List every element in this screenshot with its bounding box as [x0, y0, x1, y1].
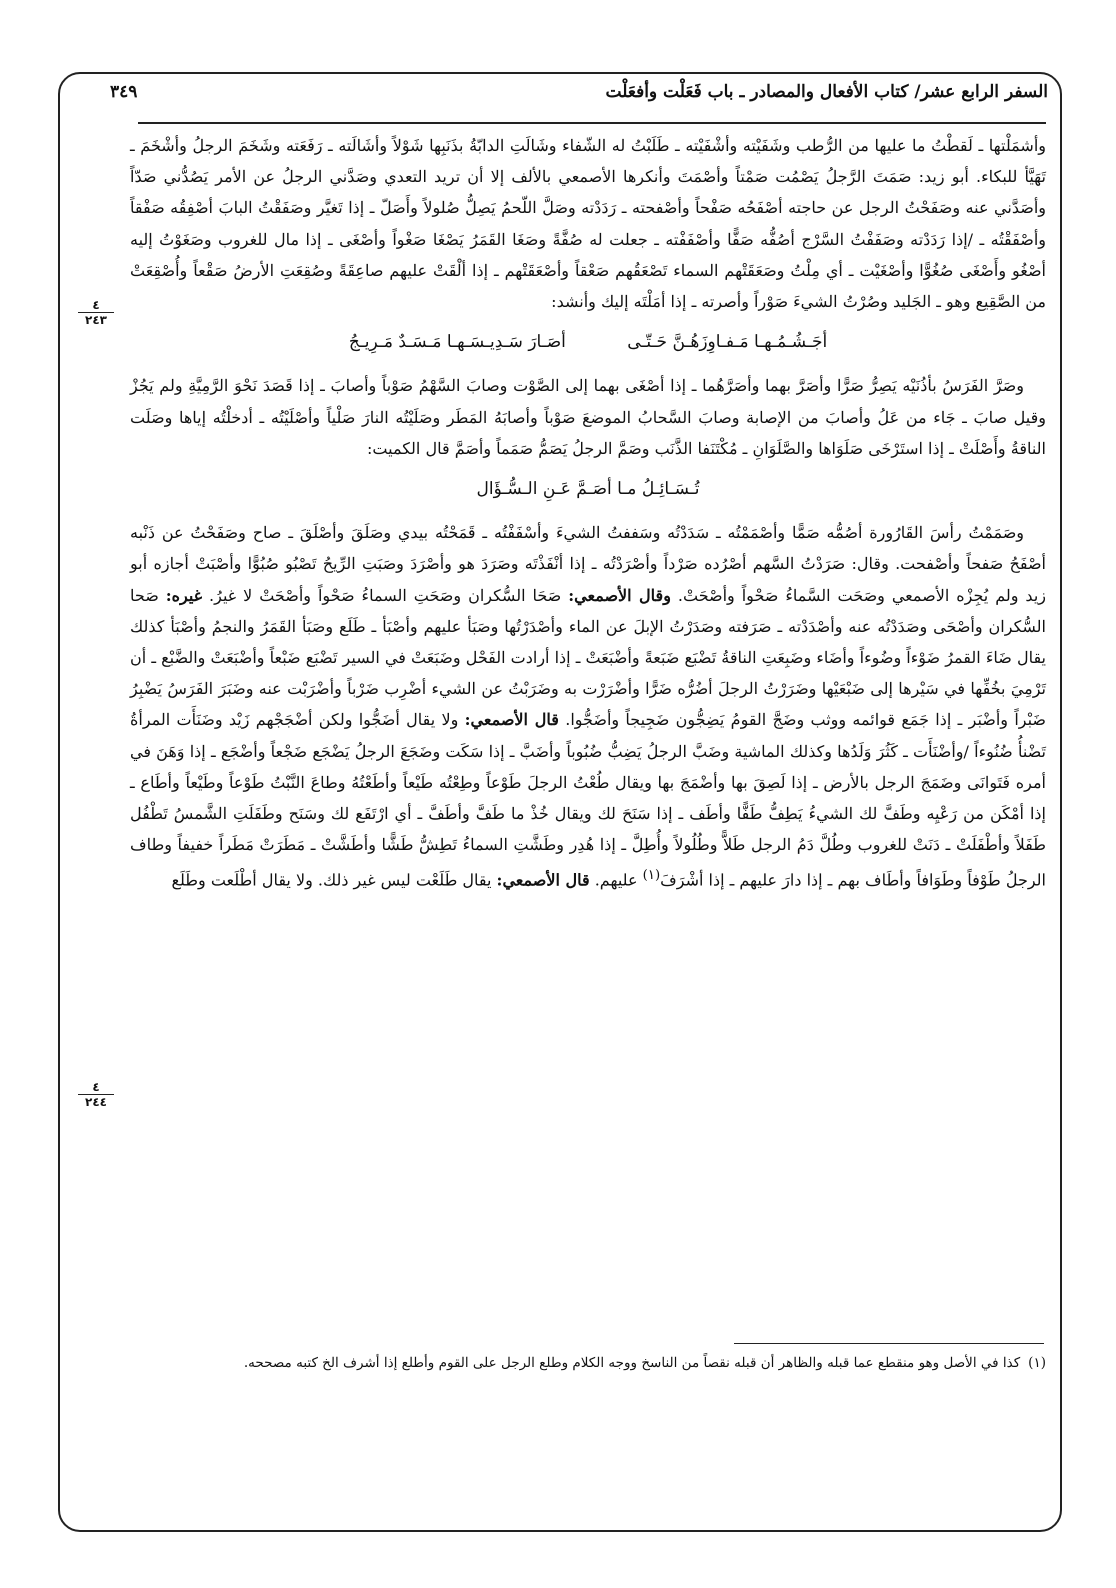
- verse-hemistich: أصَـارَ سَـدِيـسَـهـا مَـسَـدٌ مَـرِيـجُ: [348, 332, 566, 353]
- speaker-label: قال الأصمعي:: [464, 710, 559, 730]
- margin-folio-note: ٤ ٢٤٣: [78, 298, 114, 327]
- footnote-text: كذا في الأصل وهو منقطع عما قبله والظاهر أن قبله نقصاً من الناسخ ووجه الكلام وطلع الرجل على القوم وأطلع إذا أشرف الخ كتبه مصححه.: [243, 1355, 1021, 1371]
- main-text: [130, 130, 1046, 896]
- footnotes: [130, 1350, 1046, 1376]
- speaker-label: قال الأصمعي:: [496, 870, 590, 890]
- page-number: ٣٤٩: [110, 82, 138, 102]
- footnote-marker: (١): [1028, 1355, 1046, 1371]
- paragraph: وأشمَلْتها ـ لَقطْتُ ما عليها من الرُّطب وشَفَيْته وأشْفَيْته ـ طَلَبْتُ له الشّفاء وشَالَتِ الدابّةُ بذَنَبِها شَوْلاً وأشَالَته ـ رَفَعَته وشَخَمَ الرجلُ وأشْخَمَ ـ تَهَيَّأ للبكاء. أبو زيد: صَمَتَ الرَّجلُ يَصْمُت صَمْتاً وأصْمَتَ وأنكرها الأصمعي بالألف إلا أن تريد التعدي وصَدَّني الرجلُ عن الأمر يَصُدُّني صَدّاً وأصَدَّني عنه وصَفَحْتُ الرجل عن حاجته أصْفَحُه صَفْحاً وأصْفحته ـ رَدَدْته وصَلَّ اللّحمُ يَصِلُّ صُلولاً وأَصَلّ ـ إذا تَغيَّر وصَفَقْتُ البابَ أصْفِقُه صَفْقاً وأصْفَقْتُه ـ /إذا رَدَدْته وصَفَفْتُ السَّرْج أصُفُّه صَفًّا وأصْفَفْته ـ جعلت له صُفَّةً وصَغَا القَمَرُ يَصْغَا صَغْواً وأصْغَى ـ إذا مال للغروب وصَغَوْتُ إليه أصْغُو وأَصْغَى صُغُوًّا وأصْغَيْت ـ أي مِلْتُ وصَعَقَتْهم السماء تَصْعَقُهم صَعْقاً وأصْعَقَتْهم ـ إذا ألْقَتْ عليهم صاعِقَةً وصُقِعَتِ الأرضُ صَقْعاً وأُصْقِعَتْ من الصَّقِيع وهو ـ الجَليد وصُرْتُ الشيءَ صَوْراً وأصرته ـ إذا أمَلْتَه إليك وأنشد:: [130, 136, 1046, 312]
- verse-line: [130, 474, 1046, 505]
- running-header: [80, 82, 1048, 112]
- footnote-divider: [734, 1343, 1044, 1344]
- verse-hemistich: تُـسَـائِـلُ مـا أصَـمَّ عَـنِ الـسُّـؤَال: [476, 479, 700, 500]
- speaker-label: وقال الأصمعي:: [568, 585, 671, 605]
- verse-hemistich: أجَـشُـمُـهـا مَـفـاوِزَهُـنَّ حَـتّـى: [627, 332, 828, 353]
- footnote: [130, 1350, 1046, 1376]
- speaker-label: غيره:: [165, 585, 203, 605]
- margin-folio-note: ٤ ٢٤٤: [78, 1080, 114, 1109]
- paragraph: وصَرَّ الفَرَسُ بأذُنَيْه يَصِرُّ صَرًّا وأصَرَّ بهما وأصَرَّهُما ـ إذا أصْغَى بهما إلى الصَّوْت وصابَ السَّهْمُ صَوْباً وأصابَ ـ إذا قَصَدَ نَحْوَ الرَّمِيَّةِ ولم يَجُزْ وقيل صابَ ـ جَاء من عَلُ وأصابَ من الإصابة وصابَ السَّحابُ الموضعَ صَوْباً وأصابَهُ المَطَر وصَلَيْتُه النارَ صَلْياً وأصْلَيْتُه ـ أدخلْتُه إياها وصَلَت الناقةُ وأَصْلَتْ ـ إذا استَرْخَى صَلَوَاها والصَّلَوَانِ ـ مُكْتَنَفا الذَّنَب وصَمَّ الرجلُ يَصَمُّ صَمَماً وأصَمَّ قال الكميت:: [130, 376, 1046, 458]
- running-title: السفر الرابع عشر/ كتاب الأفعال والمصادر ـ باب فَعَلْت وأفعَلْت: [605, 82, 1048, 102]
- header-divider: [138, 122, 1046, 124]
- footnote-reference[interactable]: (١): [642, 868, 661, 884]
- verse-line: [130, 327, 1046, 358]
- paragraph: وصَمَمْتُ رأسَ القَارُورة أصُمُّه صَمًّا وأصْمَمْتُه ـ سَدَدْتُه وسَففتُ الشيءَ وأسْفَفْتُه ـ قَمَحْتُه بيدي وصَلَقَ وأصْلَقَ ـ صاح وصَفَحْتُ عن ذَنْبه أصْفَحُ صَفحاً وأصْفحت. وقال: صَرَدْتُ السَّهم أصْرُده صَرْداً وأصْرَدْتُه ـ إذا أنْفَذْتَه وصَرَدَ هو وأصْرَدَ وصَبَتِ الرِّيحُ تَصْبُو صُبُوًّا وأصْبَتْ أجازه أبو زيد ولم يُجِزْه الأصمعي وصَحَت السَّماءُ صَحْواً وأصْحَتْ. وقال الأصمعي: صَحَا السُّكران وصَحَتِ السماءُ صَحْواً وأصْحَتْ لا غيرُ. غيره: صَحا السُّكران وأصْحَى وصَدَدْتُه عنه وأصْدَدْته ـ صَرَفته وصَدَرْتُ الإبلَ عن الماء وأصْدَرْتُها وصَبَأ عليهم وأصْبَأ ـ طَلَع وصَبَأ القَمَرُ والنجمُ وأصْبَأ كذلك يقال ضَاءَ القمرُ ضَوْءاً وضُوءاً وأضَاء وضَبِعَتِ الناقةُ تَضْبَع ضَبَعةً وأضْبَعَتْ ـ إذا أرادت الفَحْل وضَبَعَتْ في السير تَضْبَع ضَبْعاً وأضْبَعَتْ والضَّبْع ـ أن تَرْمِيَ بخُفِّها في سَيْرها إلى ضَبْعَيْها وضَرَرْتُ الرجلَ أضُرُّه ضَرًّا وأضْرَرْت به وضَرَبْتُ عن الشيء أضْرِب ضَرْباً وأضْرَبْت عنه وضَبَرَ الفَرَسُ يَضْبِرُ ضَبْراً وأضْبَر ـ إذا جَمَع قوائمه ووثب وضَجَّ القومُ يَضِجُّون ضَجِيجاً وأضَجُّوا. قال الأصمعي: ولا يقال أضَجُّوا ولكن أضْجَجْهم زَيْد وضَنَأَت المرأةُ تَضْنأُ ضُنُوءاً /وأضْنَأَت ـ كَثُرَ وَلَدُها وكذلك الماشية وضَبَّ الرجلُ يَضِبُّ ضُبُوباً وأضَبَّ ـ إذا سَكَت وضَجَعَ الرجلُ يَضْجَع ضَجْعاً وأضْجَع ـ إذا وَهَنَ في أمره فَتَوانَى وضَمَجَ الرجل بالأرض ـ إذا لَصِقَ بها وأضْمَجَ بها ويقال طُعْتُ الرجلَ طَوْعاً وطِعْتُه طَيْعاً وأطَعْتُهُ وطاعَ النَّبْتُ طَوْعاً وطَيْعاً وأطَاع ـ إذا أمْكَن من رَعْيِه وطَفَّ لك الشيءُ يَطِفُّ طَفًّا وأطَف ـ إذا سَنَحَ لك ويقال خُذْ ما طَفَّ وأطَفَّ ـ أي ارْتَفَع لك وسَنَح وطَفَلَتِ الشَّمسُ تَطْفُل طَفَلاً وأطْفَلَتْ ـ دَنَتْ للغروب وطُلَّ دَمُ الرجل طَلاًّ وطُلُولاً وأُطِلَّ ـ إذا هُدِر وطَشَّتِ السماءُ تَطِشُّ طَشًّا وأطَشَّتْ ـ مَطَرَتْ مَطَراً خفيفاً وطاف الرجلُ طَوْفاً وطَوَافاً وأطَاف بهم ـ إذا دارَ عليهم ـ إذا أشْرَفَ$^{(١)}$ عليهم. قال الأصمعي: يقال طَلَعْت ليس غير ذلك. ولا يقال أطْلَعت وطَلَع: [130, 523, 1047, 890]
